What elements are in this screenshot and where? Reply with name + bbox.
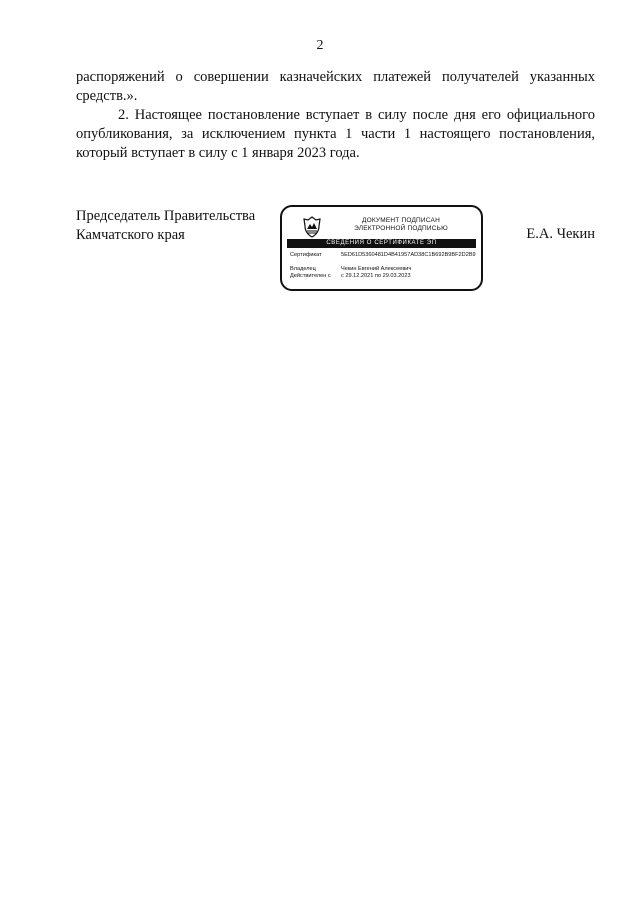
- stamp-owner-value: Чекин Евгений Алексеевич: [341, 266, 412, 272]
- paragraph-1: распоряжений о совершении казначейских платежей получателей указанных средств.».: [76, 69, 595, 104]
- signer-position-line2: Камчатского края: [76, 227, 185, 243]
- stamp-certificate-bar: СВЕДЕНИЯ О СЕРТИФИКАТЕ ЭП: [287, 239, 476, 248]
- stamp-validity-value: с 29.12.2021 по 29.03.2023: [341, 273, 411, 279]
- signer-position: [76, 207, 255, 245]
- stamp-header-line1: ДОКУМЕНТ ПОДПИСАН: [362, 217, 440, 224]
- stamp-header-line2: ЭЛЕКТРОННОЙ ПОДПИСЬЮ: [354, 225, 448, 232]
- coat-of-arms-icon: [303, 216, 321, 238]
- signer-position-line1: Председатель Правительства: [76, 208, 256, 224]
- paragraph-2: 2. Настоящее постановление вступает в силу после дня его официального опубликования, за исключением пункта 1 части 1 настоящего постановления, который вступает в силу с 1 января 2023 года.: [76, 107, 595, 161]
- stamp-certificate-value: 5ED61D5360481D4B41957AD38C1B692B9BF2D2B9: [341, 252, 476, 258]
- body-text: [76, 68, 595, 163]
- stamp-owner-label: Владелец: [290, 266, 316, 272]
- stamp-validity-label: Действителен с: [290, 273, 331, 279]
- electronic-signature-stamp: [280, 205, 483, 291]
- page-number: 2: [316, 38, 324, 53]
- signer-name: Е.А. Чекин: [526, 226, 595, 242]
- stamp-certificate-label: Сертификат: [290, 252, 322, 258]
- stamp-header: [326, 217, 476, 233]
